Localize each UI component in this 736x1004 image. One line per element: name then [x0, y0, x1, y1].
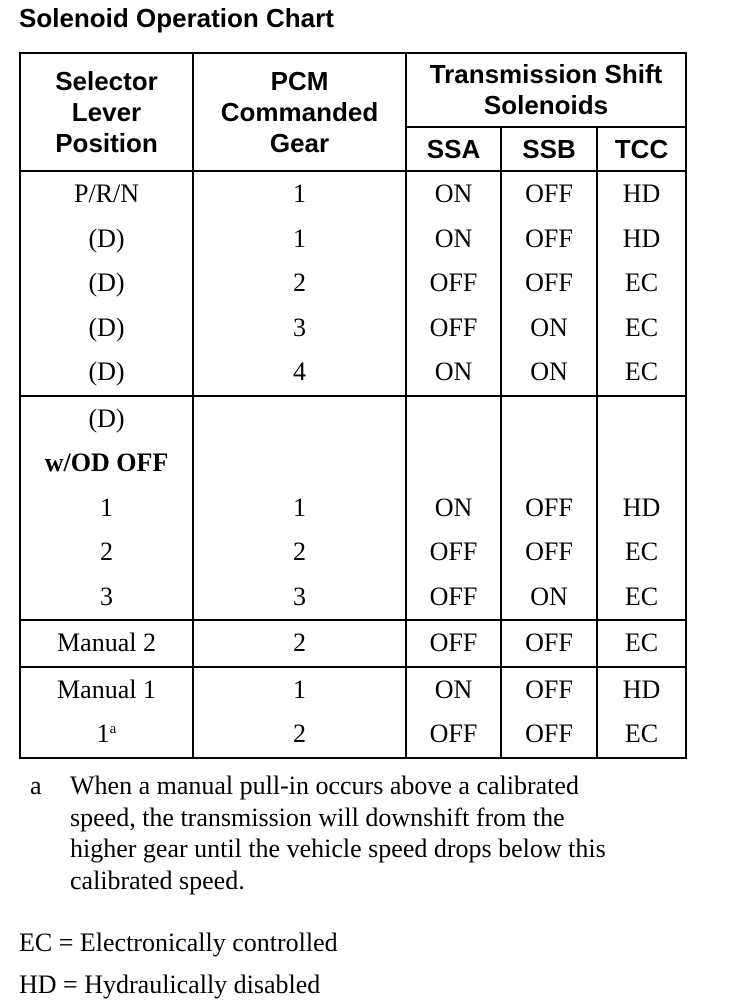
commanded-gear — [194, 350, 405, 395]
ssa-state — [407, 397, 500, 442]
legend-ec: EC = Electronically controlled — [19, 928, 338, 957]
tcc-state-value: EC — [624, 719, 659, 748]
ssa-state — [407, 261, 500, 306]
footnote-line: When a manual pull-in occurs above a calibrated — [70, 771, 579, 800]
ssb-state — [502, 621, 596, 666]
ssa-state-value: OFF — [429, 628, 478, 657]
commanded-gear-value: 1 — [293, 674, 306, 704]
selector-position-value: P/R/N — [73, 179, 140, 208]
ssb-state-value: OFF — [525, 719, 573, 748]
header-selector-lever-position — [20, 53, 193, 171]
header-tcc: TCC — [597, 127, 686, 171]
tcc-state-value: EC — [624, 537, 659, 566]
ssb-state-value: ON — [530, 312, 568, 342]
ssb-state — [502, 486, 596, 531]
selector-position — [21, 621, 192, 666]
ssb-state-cell — [501, 620, 597, 667]
commanded-gear — [194, 668, 405, 713]
tcc-state — [598, 261, 685, 306]
commanded-gear — [194, 306, 405, 351]
selector-position — [21, 306, 192, 351]
tcc-state-value: EC — [624, 312, 659, 342]
tcc-state — [598, 441, 685, 486]
header-pcm-commanded-gear — [193, 53, 406, 171]
commanded-gear — [194, 397, 405, 442]
tcc-state-value: EC — [624, 268, 659, 297]
footnote-text — [70, 770, 690, 896]
tcc-state — [598, 621, 685, 666]
tcc-state — [598, 350, 685, 395]
tcc-state-cell — [597, 171, 686, 396]
selector-position — [21, 668, 192, 713]
row-group — [20, 620, 686, 667]
row-group — [20, 396, 686, 621]
tcc-state-cell — [597, 396, 686, 621]
selector-position-cell — [20, 171, 193, 396]
commanded-gear-value: 4 — [293, 357, 306, 386]
tcc-state-value: HD — [622, 492, 661, 522]
ssb-state-value: OFF — [525, 674, 573, 704]
ssa-state — [407, 441, 500, 486]
ssb-state — [502, 261, 596, 306]
footnote-mark: a — [30, 771, 42, 800]
table-body — [20, 171, 686, 758]
selector-position — [21, 261, 192, 306]
ssb-state — [502, 575, 596, 620]
selector-position — [21, 441, 192, 486]
header-group-line: Transmission Shift — [429, 59, 663, 89]
commanded-gear — [194, 575, 405, 620]
ssa-state-value: OFF — [429, 537, 478, 566]
commanded-gear — [194, 712, 405, 757]
ssb-state-cell — [501, 171, 597, 396]
selector-position-value: w/OD OFF — [44, 448, 169, 477]
ssb-state — [502, 530, 596, 575]
ssa-state — [407, 530, 500, 575]
footnote-line: speed, the transmission will downshift from the — [70, 802, 565, 832]
ssa-state-value: OFF — [429, 581, 478, 611]
legend-hd: HD = Hydraulically disabled — [19, 970, 321, 999]
tcc-state — [598, 306, 685, 351]
tcc-state-value: HD — [622, 179, 661, 208]
ssa-state-value: OFF — [429, 268, 478, 297]
tcc-state — [598, 712, 685, 757]
commanded-gear — [194, 217, 405, 262]
header-pcm-line: Commanded — [220, 96, 379, 127]
tcc-state — [598, 486, 685, 531]
header-ssb: SSB — [501, 127, 597, 171]
selector-position-cell — [20, 620, 193, 667]
chart-title: Solenoid Operation Chart — [19, 3, 334, 33]
commanded-gear-value: 2 — [293, 628, 306, 657]
commanded-gear — [194, 621, 405, 666]
tcc-state — [598, 668, 685, 713]
header-pcm-line: PCM — [270, 65, 329, 96]
ssb-state — [502, 397, 596, 442]
selector-position-value: 1 — [100, 492, 113, 522]
ssb-state — [502, 172, 596, 217]
ssb-state-value: OFF — [525, 223, 573, 253]
commanded-gear-cell — [193, 396, 406, 621]
selector-position — [21, 530, 192, 575]
header-selector-line: Selector — [55, 65, 158, 96]
ssb-state-cell — [501, 667, 597, 758]
ssa-state — [407, 712, 500, 757]
ssa-state — [407, 172, 500, 217]
ssb-state — [502, 668, 596, 713]
selector-position-value: 1 — [96, 719, 110, 748]
selector-position-value: Manual 2 — [57, 628, 156, 657]
tcc-state-cell — [597, 667, 686, 758]
ssb-state-value: OFF — [525, 537, 573, 566]
tcc-state — [598, 397, 685, 442]
ssb-state-value: OFF — [525, 628, 573, 657]
commanded-gear-value: 2 — [293, 268, 306, 297]
commanded-gear-value: 2 — [293, 537, 306, 566]
ssb-state — [502, 217, 596, 262]
tcc-state-value: HD — [622, 223, 661, 253]
tcc-state-value: EC — [624, 628, 659, 657]
ssa-state-cell — [406, 667, 501, 758]
ssa-state-value: ON — [434, 357, 473, 386]
solenoid-table — [19, 52, 687, 759]
commanded-gear — [194, 441, 405, 486]
ssa-state-value: ON — [434, 492, 473, 522]
selector-position-value: (D) — [88, 312, 125, 342]
commanded-gear-cell — [193, 620, 406, 667]
ssb-state-value: OFF — [525, 179, 573, 208]
commanded-gear-value: 1 — [293, 492, 306, 522]
commanded-gear — [194, 172, 405, 217]
ssa-state-cell — [406, 620, 501, 667]
commanded-gear-value: 1 — [293, 223, 306, 253]
header-selector-line: Lever — [71, 96, 142, 127]
row-group — [20, 667, 686, 758]
ssb-state-cell — [501, 396, 597, 621]
selector-position-value: Manual 1 — [57, 674, 156, 704]
tcc-state — [598, 575, 685, 620]
header-pcm-line: Gear — [269, 127, 330, 158]
tcc-state — [598, 530, 685, 575]
ssa-state — [407, 350, 500, 395]
ssa-state — [407, 621, 500, 666]
selector-position — [21, 486, 192, 531]
ssa-state-value: OFF — [429, 312, 478, 342]
selector-position-cell — [20, 396, 193, 621]
commanded-gear-cell — [193, 667, 406, 758]
selector-position-value: (D) — [88, 403, 125, 433]
tcc-state-value: HD — [622, 674, 661, 704]
commanded-gear-value: 3 — [293, 312, 306, 342]
selector-position-cell — [20, 667, 193, 758]
footnote-ref: a — [109, 721, 117, 737]
tcc-state-value: EC — [624, 581, 659, 611]
selector-position — [21, 172, 192, 217]
ssb-state-value: ON — [530, 357, 568, 386]
ssb-state — [502, 712, 596, 757]
commanded-gear — [194, 261, 405, 306]
ssa-state-value: OFF — [429, 719, 478, 748]
selector-position — [21, 217, 192, 262]
header-transmission-shift-solenoids — [406, 53, 686, 127]
ssa-state — [407, 306, 500, 351]
ssa-state — [407, 486, 500, 531]
ssa-state-value: ON — [434, 223, 473, 253]
selector-position — [21, 712, 192, 757]
commanded-gear — [194, 530, 405, 575]
ssa-state — [407, 217, 500, 262]
ssa-state-cell — [406, 396, 501, 621]
tcc-state-value: EC — [624, 357, 659, 386]
ssb-state-value: ON — [530, 581, 568, 611]
ssb-state — [502, 306, 596, 351]
header-ssa: SSA — [406, 127, 501, 171]
footnote-line: higher gear until the vehicle speed drops below this — [70, 834, 606, 863]
ssb-state — [502, 350, 596, 395]
selector-position-value: 2 — [100, 537, 113, 566]
ssa-state-value: ON — [434, 674, 473, 704]
ssa-state-value: ON — [434, 179, 473, 208]
selector-position — [21, 350, 192, 395]
ssb-state-value: OFF — [525, 492, 573, 522]
footnote-line: calibrated speed. — [70, 865, 245, 895]
commanded-gear-value: 3 — [293, 581, 306, 611]
ssa-state — [407, 575, 500, 620]
ssa-state — [407, 668, 500, 713]
row-group — [20, 171, 686, 396]
tcc-state-cell — [597, 620, 686, 667]
selector-position-value: 3 — [100, 581, 113, 611]
selector-position-value: (D) — [88, 223, 125, 253]
ssb-state — [502, 441, 596, 486]
tcc-state — [598, 172, 685, 217]
tcc-state — [598, 217, 685, 262]
ssb-state-value: OFF — [525, 268, 573, 297]
commanded-gear-value: 1 — [293, 179, 306, 208]
selector-position-value: (D) — [88, 268, 125, 297]
ssa-state-cell — [406, 171, 501, 396]
selector-position-value: (D) — [88, 357, 125, 386]
header-selector-line: Position — [55, 127, 158, 158]
selector-position — [21, 397, 192, 442]
selector-position — [21, 575, 192, 620]
commanded-gear — [194, 486, 405, 531]
header-group-line: Solenoids — [483, 90, 609, 120]
commanded-gear-cell — [193, 171, 406, 396]
commanded-gear-value: 2 — [293, 719, 306, 748]
